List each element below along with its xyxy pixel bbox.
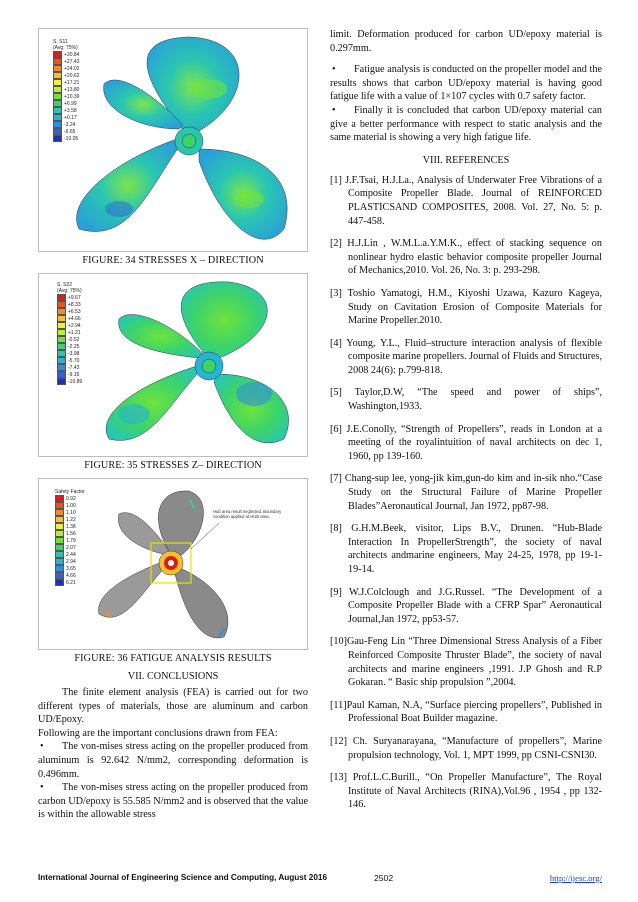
legend-value: -0.52 [68,336,80,343]
legend-subtitle: (Avg: 75%) [57,288,82,294]
reference-item: [2] H.J.Lin , W.M.L.a.Y.M.K., effect of stacking sequence on nonlinear hydro elastic behavior composite propeller Journal of Mechanics,2010. Vol. 26, No. 3: p. 293-298. [330,238,602,277]
conclusion-bullet-2-text: The von-mises stress acting on the propeller produced from carbon UD/epoxy is 55.585 N/mm2 and is observed that the value is within the allowable stress [38,782,308,821]
legend-title: S, S11 [53,39,68,45]
reference-item: [13] Prof.L.C.Burill., “On Propeller Manufacture”, The Royal Institute of Naval Architects (RINA),Vol.96 , 1954 , pp 132-146. [330,772,602,811]
reference-item: [5] Taylor,D.W, “The speed and power of ships”, Washington,1933. [330,387,602,413]
reference-item: [10]Gau-Feng Lin “Three Dimensional Stress Analysis of a Fiber Reinforced Composite Thruster Blade”, the society of naval architects and marine engineers ,1991. J.P Ghosh and R.P Gokaran. “ Basic ship propulsion ”,2004. [330,636,602,689]
figure-36-caption: FIGURE: 36 FATIGUE ANALYSIS RESULTS [74,653,272,664]
conclusion-bullet-1-text: The von-mises stress acting on the propeller produced from aluminum is 92.642 N/mm2, corresponding deformation is 0.496mm. [38,741,308,780]
legend-value: 4.66 [66,572,76,579]
legend-value: -10.05 [64,135,79,142]
reference-item: [9] W.J.Colclough and J.G.Russel. “The Development of a Composite Propeller Blade with a CFRP Spar” Aeronautical Journal,Jan 1972, pp53-57. [330,586,602,625]
legend-value: +13.80 [64,86,80,93]
conclusion-bullet-3 [330,63,602,104]
footer-journal: International Journal of Engineering Science and Computing, August 2016 [38,873,328,882]
legend-title: S, S22 [57,282,73,288]
reference-item: [8] G.H.M.Beek, visitor, Lips B.V., Drunen. “Hub-Blade Interaction In PropellerStrength”, the society of naval architects andmarine engineers, May 24-25, 1978, pp 19-1-19-14. [330,523,602,575]
legend-value: +8.33 [68,301,81,308]
legend-value: -3.98 [68,350,80,357]
conclusion-bullet-4-text: Finally it is concluded that carbon UD/epoxy material can give a better performance with respect to static analysis and the same material is showing a very high fatigue life. [330,104,602,144]
legend-value: +0.17 [64,114,77,121]
legend-value: +3.58 [64,107,77,114]
legend-value: +24.02 [64,65,80,72]
footer-page-number: 2502 [374,873,394,883]
legend-value: -7.43 [68,364,80,371]
conclusions-intro: The finite element analysis (FEA) is carried out for two different types of materials, those are aluminum and carbon UD/Epoxy. [38,687,308,726]
legend-value: 1.00 [66,502,76,509]
figure-34-image [38,28,308,252]
reference-item: [11]Paul Kaman, N.A, “Surface piercing propellers”, Published in Professional Boat Builder magazine. [330,699,602,725]
bullet-icon: • [40,782,44,794]
conclusion-bullet-1 [38,740,308,781]
legend-value: +1.21 [68,329,81,336]
legend-value: +10.39 [64,93,80,100]
legend-value: +6.99 [64,100,77,107]
legend-value: +30.84 [64,51,80,58]
footer-url-link[interactable]: http://ijesc.org/ [549,873,602,883]
legend-subtitle: (Avg: 75%) [53,45,78,51]
legend-value: +27.43 [64,58,80,65]
legend-value: -9.16 [68,371,80,378]
propeller-fatigue-render [39,479,307,649]
legend-value: -10.89 [68,378,83,385]
left-column [38,28,308,822]
reference-item: [6] J.E.Conolly, “Strength of Propellers”, reads in London at a meeting of the royalintuition of naval architects on dec 1, 1960, pp 139-160. [330,423,602,462]
legend-value: +9.67 [68,294,81,301]
legend-value: 2.94 [66,558,76,565]
conclusions-lead: Following are the important conclusions drawn from FEA: [38,727,278,739]
reference-item: [12] Ch. Suryanarayana, “Manufacture of propellers”, Marine propulsion technology, Vol. 1, MPT 1999, pp CSNI-CSNI30. [330,735,602,761]
reference-item: [3] Toshio Yamatogi, H.M., Kiyoshi Uzawa, Kazuro Kageya, Study on Cavitation Erosion of Composite Materials for Marine Propeller.2010. [330,287,602,327]
reference-item: [7] Chang-sup lee, yong-jik kim,gun-do kim and in-sik nho.“Case Study on the Structural Failure of Marine Propeller Blades”Aeronautical Journal, Jan 1972, pp87-98. [330,473,602,512]
legend-value: 2.07 [66,544,76,551]
legend-value: 1.10 [66,509,76,516]
conclusions-title: VII. CONCLUSIONS [127,671,219,682]
legend-value: 6.21 [66,579,76,586]
legend-value: 1.22 [66,516,76,523]
propeller-stress-x-render [39,29,307,251]
legend-title: Safety Factor [55,489,85,495]
figure-36-image [38,478,308,650]
legend-value: -5.70 [68,357,80,364]
legend-value: 1.56 [66,530,76,537]
legend-value: +2.94 [68,322,81,329]
figure-35-image [38,273,308,457]
legend-value: -6.65 [64,128,76,135]
bullet-icon: • [332,64,336,76]
legend-value: -3.24 [64,121,76,128]
bullet-icon: • [40,741,44,753]
conclusions-continued: limit. Deformation produced for carbon UD/epoxy material is 0.297mm. [330,29,602,54]
legend-value: +4.66 [68,315,81,322]
legend-value: 3.65 [66,565,76,572]
figure-36-note: Hub area result neglected. Boundary condition applied at HUB area. [213,509,282,519]
references-list [330,174,602,812]
conclusion-bullet-4 [330,104,602,145]
conclusion-bullet-3-text: Fatigue analysis is conducted on the propeller model and the results shows that carbon UD/epoxy material is having good fatigue life with a value of 1×107 cycles with 0.7 safety factor. [330,64,602,103]
legend-value: 1.38 [66,523,76,530]
legend-value: -2.25 [68,343,80,350]
legend-value: 2.44 [66,551,76,558]
legend-value: 0.92 [66,495,76,502]
reference-item: [4] Young, Y.L., Fluid–structure interaction analysis of flexible composite marine propellers. Journal of Fluids and Structures, 2008 24(6): p.799-818. [330,337,602,376]
figure-34-caption: FIGURE: 34 STRESSES X – DIRECTION [82,255,264,266]
legend-value: +20.62 [64,72,80,79]
propeller-stress-z-render [39,274,307,456]
bullet-icon: • [332,104,336,116]
conclusion-bullet-2 [38,781,308,822]
legend-value: +6.53 [68,308,81,315]
references-title: VIII. REFERENCES [422,154,510,166]
legend-value: +17.21 [64,79,80,86]
reference-item: [1] J.F.Tsai, H.J.La., Analysis of Underwater Free Vibrations of a Composite Propeller Blade. Journal of REINFORCED PLASTICSAND COMPOSITES, 2008. Vol. 27, No. 5: p. 447-458. [330,174,602,227]
right-column [330,28,602,821]
figure-35-caption: FIGURE: 35 STRESSES Z– DIRECTION [84,460,262,471]
legend-value: 1.79 [66,537,76,544]
